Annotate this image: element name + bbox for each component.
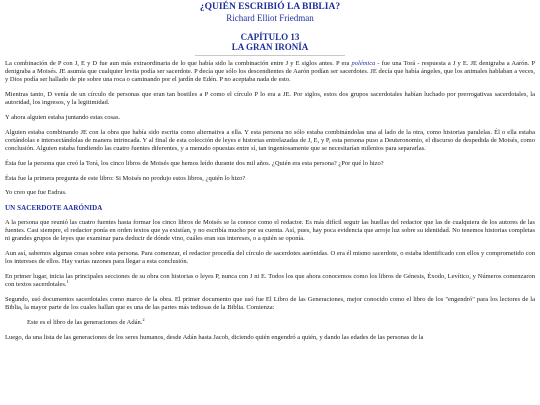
chapter-number: CAPÍTULO 13 (240, 32, 300, 42)
paragraph: Mientras tanto, D venía de un círculo de personas que eran tan hostiles a P como el círculo P lo era a JE. Por siglos, estos dos grupos sacerdotales habían luchado por prerrogativas sacerdotales, la autoridad, los ingresos, y la legitimidad. (5, 91, 535, 107)
paragraph: Ésta fue la primera pregunta de este libro: Si Moisés no produjo estos libros, ¿quién lo hizo? (5, 174, 246, 182)
header-divider (195, 55, 345, 56)
paragraph: Alguien estaba combinando JE con la obra que había sido escrita como alternativa a ella. Y esta persona no sólo estaba combinándolas una al lado de la otra, como historias paralelas. Él o ella estaba cortándolas e intersectándolas de manera intrincada. Y al final de esta colección de leyes e historias entrelazadas de J, E, y P, esta persona puso a Deuteronomio, el discurso de despedida de Moisés, como conclusión. Alguien estaba fundiendo las cuatro fuentes diferentes, y a menudo opuestas entre sí, tan ingeniosamente que se necesitarían milenios para separarlas. (5, 128, 535, 153)
paragraph-text: - fue una Torá - respuesta a J y E. JE denigraba a Aarón. P denigraba a Moisés. JE asumía que cualquier levita podía ser sacerdote. P decía que sólo los descendientes de Aarón podían ser sacerdotes. JE decía que había ángeles, que los animales hablaban a veces, y Dios podía ser hallado de pie sobre una roca o caminando por el jardín de Edén. P no aceptaba nada de esto. (5, 60, 536, 84)
paragraph (5, 273, 535, 289)
author-name: Richard Elliot Friedman (226, 13, 314, 23)
footnote-link[interactable]: 1 (66, 279, 69, 284)
quote-text: Este es el libro de las generaciones de Adán. (27, 318, 143, 326)
paragraph: Y ahora alguien estaba juntando estas cosas. (5, 114, 121, 122)
paragraph-text: En primer lugar, inicia las principales secciones de su obra con historias o leyes P, nunca con J ni E. Todos los que ahora conocemos como los libros de Génesis, Éxodo, Levítico, y Números comenzaron con textos sacerdotales. (5, 272, 535, 289)
footnote-link[interactable]: 2 (142, 316, 145, 322)
paragraph: Aun así, sabemos algunas cosas sobre esta persona. Para comenzar, el redactor procedía del círculo de sacerdotes aarónidas. O era él mismo sacerdote, o estaba identificado con ellos y comprometido con los intereses de ellos. Hay varias razones para llegar a esta conclusión. (5, 250, 535, 266)
book-title: ¿QUIÉN ESCRIBIÓ LA BIBLIA? (199, 2, 341, 12)
paragraph (5, 60, 535, 85)
paragraph: Segundo, usó documentos sacerdotales como marco de la obra. El primer documento que usó fue El Libro de las Generaciones, mejor conocido como el libro de los "engendró" para los lectores de la Biblia, la mayor parte de los cuales hallan que es una de las partes más tediosas de la Biblia. Comienza: (5, 295, 535, 312)
block-quote (27, 316, 535, 327)
paragraph-text: La combinación de P con J, E y D fue aun más extraordinaria de lo que había sido la combinación entre J y E siglos antes. P era (5, 60, 352, 67)
paragraph: Ésta fue la persona que creó la Torá, los cinco libros de Moisés que hemos leído durante dos mil años. ¿Quién era esta persona? ¿Por qué lo hizo? (5, 159, 384, 167)
chapter-title: LA GRAN IRONÍA (231, 42, 309, 52)
paragraph: Luego, da una lista de las generaciones de los seres humanos, desde Adán hasta Jacob, diciendo quién engendró a quién, y dando las edades de las personas de la (5, 333, 424, 341)
section-heading: UN SACERDOTE AARÓNIDA (5, 203, 103, 212)
emphasis-word: polémica (351, 60, 376, 67)
paragraph: A la persona que reunió las cuatro fuentes hasta formar los cinco libros de Moisés se la conoce como el redactor. Es más difícil seguir las huellas del redactor que las de cualquiera de los autores de las fuentes. Casi siempre, el redactor ponía en orden textos que ya existían, y no escribía mucho por su cuenta. Así, pues, hay poca evidencia que arroje luz sobre su identidad. No tenemos historias completas ni grandes grupos de leyes que examinar para deducir de dónde vino, cuáles eran sus intereses, o a quién se oponía. (5, 218, 535, 243)
document-header (5, 2, 535, 56)
paragraph: Yo creo que fue Esdras. (5, 189, 67, 197)
